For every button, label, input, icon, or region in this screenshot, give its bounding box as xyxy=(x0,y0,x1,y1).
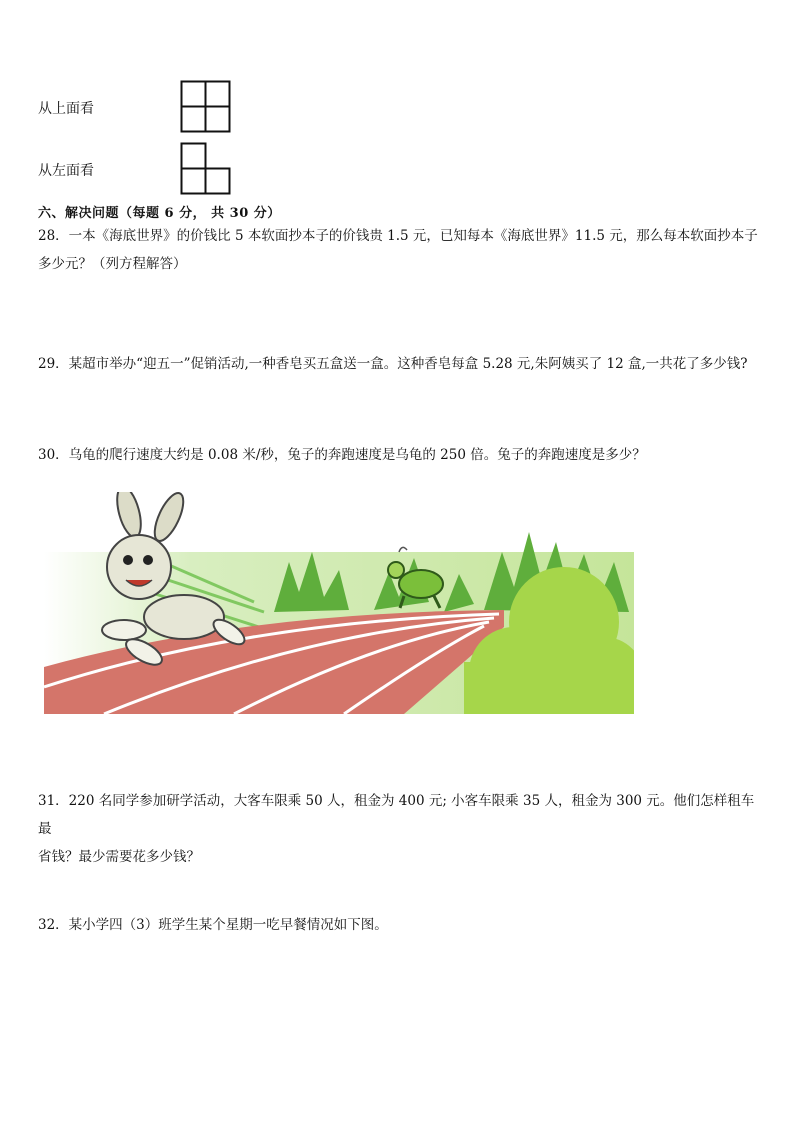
question-31 xyxy=(38,787,758,871)
top-view-grid xyxy=(180,80,232,134)
question-30: 30．乌龟的爬行速度大约是 0.08 米/秒，兔子的奔跑速度是乌龟的 250 倍。兔子的奔跑速度是多少？ xyxy=(38,447,646,463)
top-view-label: 从上面看 xyxy=(38,101,94,117)
left-view-label: 从左面看 xyxy=(38,163,94,179)
question-29: 29．某超市举办“迎五一”促销活动,一种香皂买五盒送一盒。这种香皂每盒 5.28 元,朱阿姨买了 12 盒,一共花了多少钱? xyxy=(38,356,748,372)
question-31-line-2: 省钱？最少需要花多少钱？ xyxy=(38,849,200,865)
question-28-line-2: 多少元？（列方程解答） xyxy=(38,256,187,272)
section-title: 六、解决问题（每题 6 分， 共 30 分） xyxy=(38,206,281,221)
rabbit-turtle-illustration xyxy=(44,492,634,714)
question-32: 32．某小学四（3）班学生某个星期一吃早餐情况如下图。 xyxy=(38,917,388,933)
question-28-line-1: 28．一本《海底世界》的价钱比 5 本软面抄本子的价钱贵 1.5 元，已知每本《海底世界》11.5 元，那么每本软面抄本子 xyxy=(38,228,758,244)
question-31-line-1: 31．220 名同学参加研学活动，大客车限乘 50 人，租金为 400 元; 小客车限乘 35 人，租金为 300 元。他们怎样租车最 xyxy=(38,793,755,837)
question-28 xyxy=(38,222,758,278)
left-view-grid xyxy=(180,142,232,196)
